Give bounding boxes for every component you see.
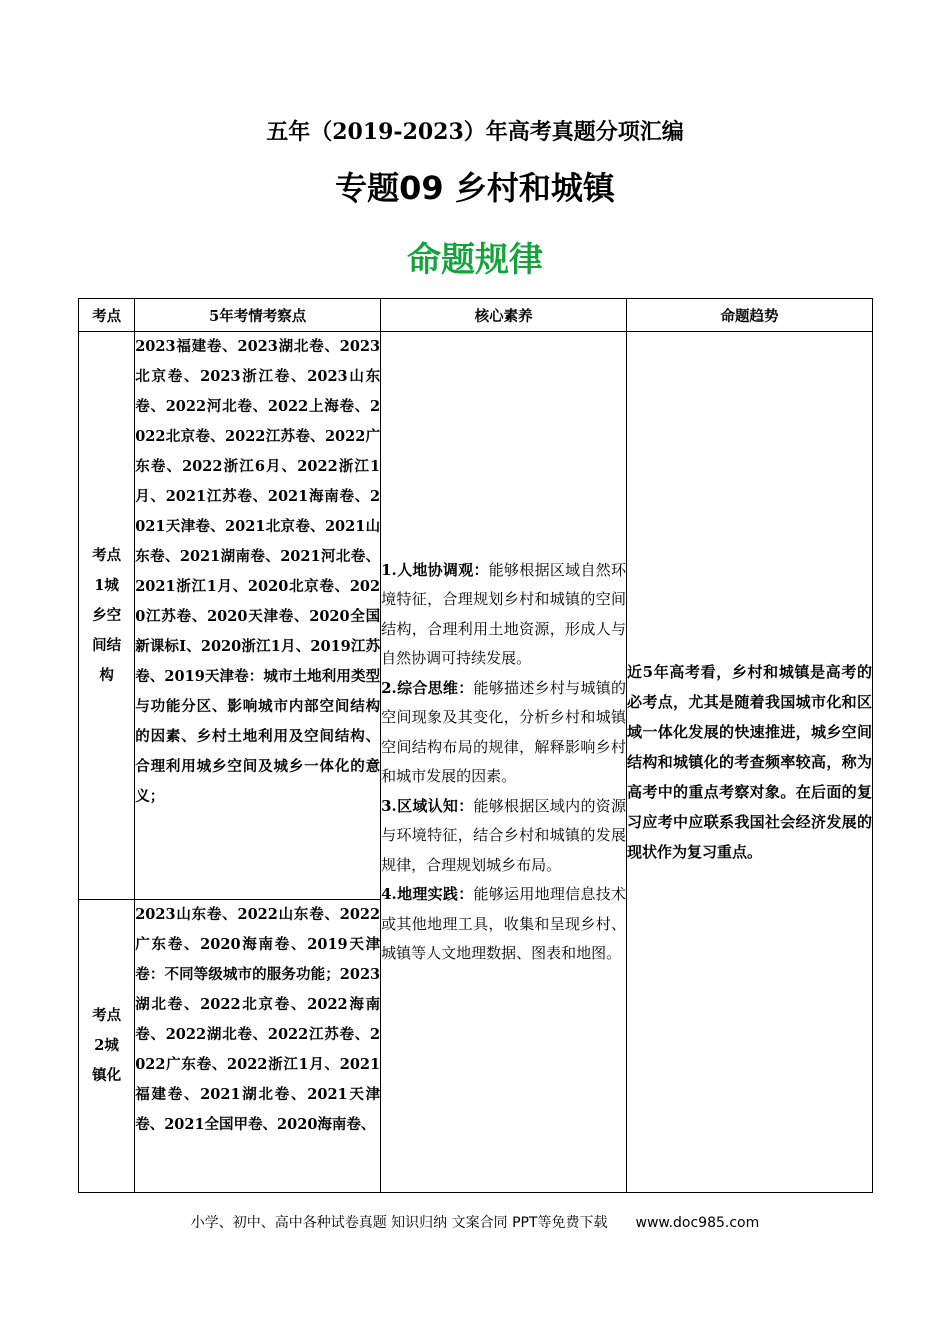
exam-list-cell: [135, 332, 381, 900]
column-header: 考点: [79, 299, 135, 332]
table-row: [79, 332, 873, 900]
core-literacy-body: 能够描述乡村与城镇的空间现象及其变化，分析乡村和城镇空间结构布局的规律，解释影响乡村和城市发展的因素。: [381, 678, 627, 785]
core-literacy-item: [381, 792, 626, 881]
core-literacy-body: 能够根据区域自然环境特征，合理规划乡村和城镇的空间结构，合理利用土地资源，形成人与自然协调可持续发展。: [381, 560, 627, 667]
exam-list-cell: [135, 900, 381, 1193]
section-heading: 命题规律: [407, 240, 543, 280]
core-literacy-item: [381, 674, 626, 792]
document-subtitle: 五年（2019-2023）年高考真题分项汇编: [266, 119, 684, 145]
core-literacy-body: 能够根据区域内的资源与环境特征，结合乡村和城镇的发展规律，合理规划城乡布局。: [381, 796, 627, 874]
core-literacy-body: 能够运用地理信息技术或其他地理工具，收集和呈现乡村、城镇等人文地理数据、图表和地图。: [381, 885, 627, 962]
core-literacy-head: 2.综合思维：: [381, 678, 474, 697]
footer-url[interactable]: www.doc985.com: [635, 1215, 760, 1231]
topic-cell: [79, 332, 135, 900]
column-header: 命题趋势: [627, 299, 873, 332]
core-literacy-item: [381, 880, 626, 969]
core-literacy-head: 1.人地协调观：: [381, 560, 489, 579]
column-header: 核心素养: [381, 299, 627, 332]
core-literacy-head: 3.区域认知：: [381, 796, 474, 815]
topic-label: 考点1城乡空间结构: [92, 546, 122, 684]
core-literacy-item: [381, 556, 626, 674]
footer-text: 小学、初中、高中各种试卷真题 知识归纳 文案合同 PPT等免费下载: [190, 1215, 608, 1231]
exam-analysis-table: [78, 298, 873, 1193]
page-footer: [0, 1212, 950, 1232]
topic-label: 考点2城镇化: [92, 1007, 122, 1084]
trend-cell: [627, 332, 873, 1193]
core-literacy-cell: [381, 332, 627, 1193]
topic-cell: [79, 900, 135, 1193]
core-literacy-head: 4.地理实践：: [381, 885, 474, 903]
document-title: 专题09 乡村和城镇: [335, 169, 615, 207]
exam-list-text: 2023山东卷、2022山东卷、2022广东卷、2020海南卷、2019天津卷：不同等级城市的服务功能；2023湖北卷、2022北京卷、2022海南卷、2022湖北卷、2022江苏卷、2022广东卷、2022浙江1月、2021福建卷、2021湖北卷、2021天津卷、2021全国甲卷、2020海南卷、: [135, 906, 381, 1133]
trend-text: 近5年高考看，乡村和城镇是高考的必考点，尤其是随着我国城市化和区域一体化发展的快速推进，城乡空间结构和城镇化的考查频率较高，称为高考中的重点考察对象。在后面的复习应考中应联系我国社会经济发展的现状作为复习重点。: [627, 663, 872, 861]
table-header-row: [79, 299, 873, 332]
column-header: 5年考情考察点: [135, 299, 381, 332]
exam-list-text: 2023福建卷、2023湖北卷、2023北京卷、2023浙江卷、2023山东卷、2022河北卷、2022上海卷、2022北京卷、2022江苏卷、2022广东卷、2022浙江6月、2022浙江1月、2021江苏卷、2021海南卷、2021天津卷、2021北京卷、2021山东卷、2021湖南卷、2021河北卷、2021浙江1月、2020北京卷、2020江苏卷、2020天津卷、2020全国新课标Ⅰ、2020浙江1月、2019江苏卷、2019天津卷：城市土地利用类型与功能分区、影响城市内部空间结构的因素、乡村土地利用及空间结构、合理利用城乡空间及城乡一体化的意义；: [135, 338, 381, 805]
